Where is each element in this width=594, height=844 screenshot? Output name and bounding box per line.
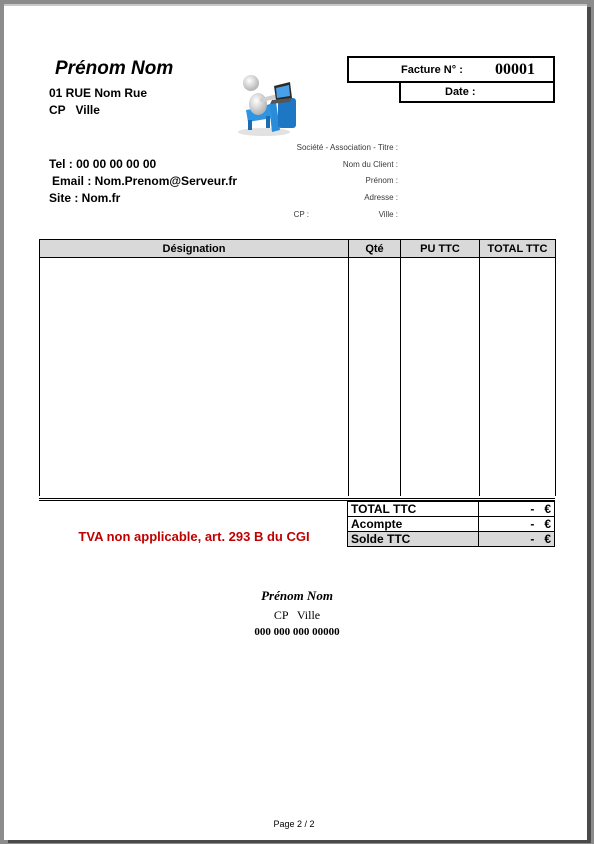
- items-body-row: [40, 258, 556, 497]
- sender-tel: Tel : 00 00 00 00 00: [49, 157, 157, 171]
- acompte-row: [348, 517, 555, 532]
- col-designation-header: Désignation: [40, 240, 349, 258]
- client-firstname-label: Prénom :: [365, 176, 398, 185]
- invoice-number-label: Facture N° :: [401, 64, 463, 76]
- tva-note: TVA non applicable, art. 293 B du CGI: [78, 529, 310, 544]
- acompte-value: - €: [479, 517, 555, 532]
- client-cp-label: CP :: [293, 210, 309, 219]
- col-unit-price-header: PU TTC: [401, 240, 480, 258]
- page-number: Page 2 / 2: [273, 819, 315, 829]
- col-qty-header: Qté: [349, 240, 401, 258]
- sender-email: Email : Nom.Prenom@Serveur.fr: [52, 174, 238, 188]
- sender-address-line2: CP Ville: [49, 103, 100, 117]
- invoice-page: [4, 4, 587, 840]
- total-cell[interactable]: [480, 258, 556, 497]
- invoice-date-box: [399, 81, 555, 103]
- col-total-header: TOTAL TTC: [480, 240, 556, 258]
- total-ttc-value: - €: [479, 502, 555, 517]
- invoice-date-label: Date :: [445, 86, 476, 98]
- client-name-label: Nom du Client :: [342, 160, 398, 169]
- total-ttc-row: [348, 502, 555, 517]
- solde-ttc-row: [348, 532, 555, 547]
- solde-ttc-value: - €: [479, 532, 555, 547]
- acompte-label: Acompte: [348, 517, 479, 532]
- unit-price-cell[interactable]: [401, 258, 480, 497]
- designation-cell[interactable]: [40, 258, 349, 497]
- footer-name: Prénom Nom: [261, 588, 333, 603]
- solde-ttc-label: Solde TTC: [348, 532, 479, 547]
- invoice-number-box: [347, 56, 555, 83]
- total-ttc-label: TOTAL TTC: [348, 502, 479, 517]
- footer-city: CP Ville: [273, 608, 321, 622]
- invoice-number: 00001: [495, 61, 535, 78]
- totals-table: [347, 501, 555, 547]
- items-header-row: [40, 240, 556, 258]
- sender-site: Site : Nom.fr: [49, 191, 121, 205]
- client-address-label: Adresse :: [364, 193, 398, 202]
- sender-address-line1: 01 RUE Nom Rue: [49, 86, 148, 100]
- items-table: [39, 239, 556, 496]
- client-company-label: Société - Association - Titre :: [296, 143, 398, 152]
- client-city-label: Ville :: [378, 210, 398, 219]
- person-at-laptop-icon: [234, 68, 304, 138]
- qty-cell[interactable]: [349, 258, 401, 497]
- sender-name: Prénom Nom: [55, 58, 174, 79]
- footer-siret: 000 000 000 00000: [254, 626, 340, 638]
